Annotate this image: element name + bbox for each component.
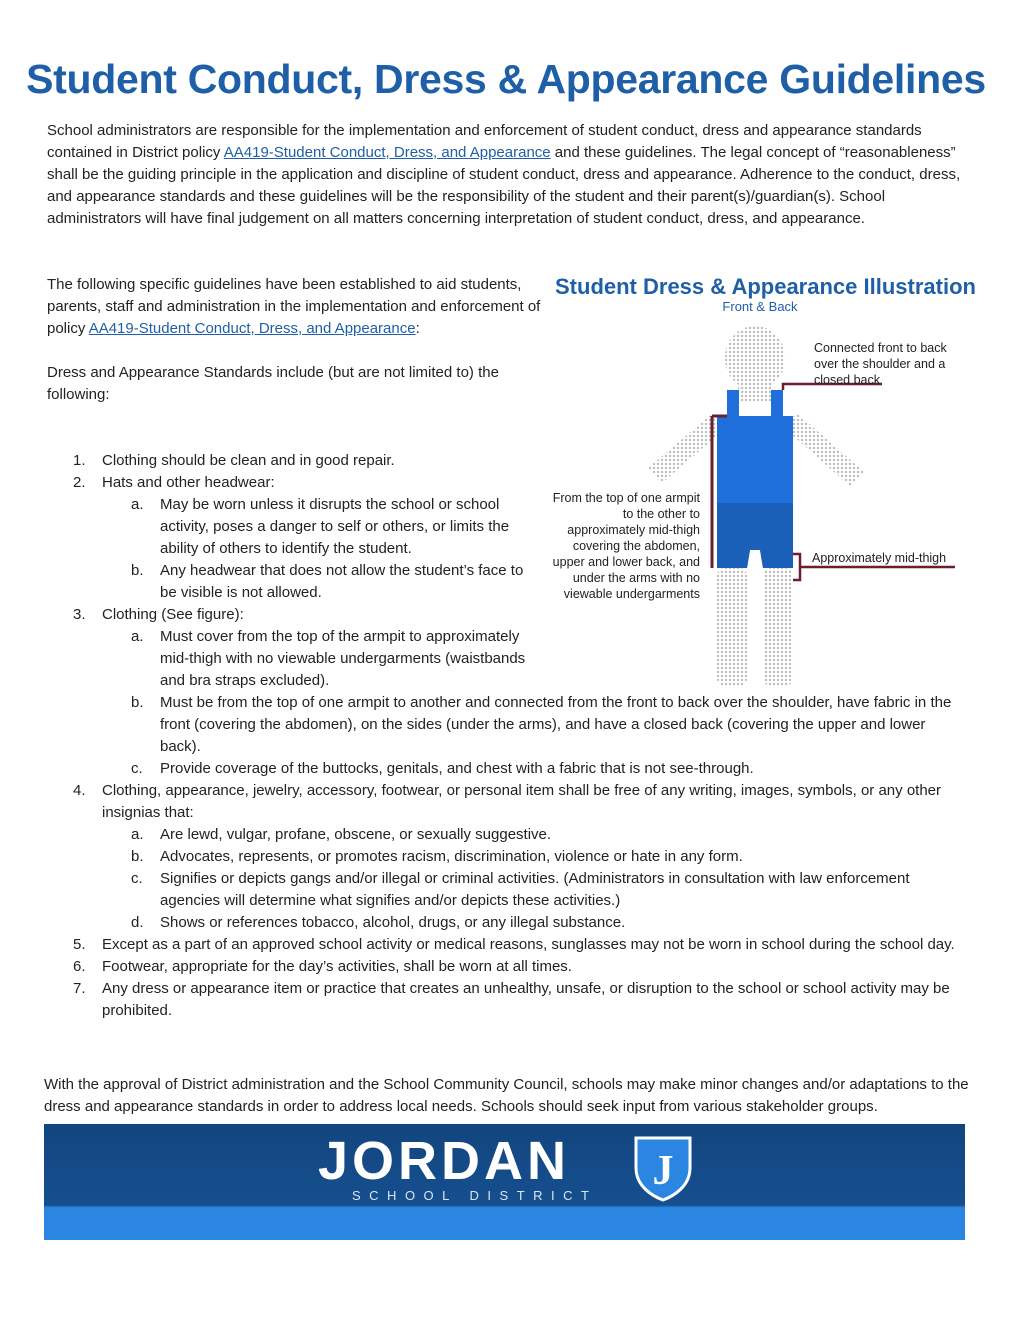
page-title: Student Conduct, Dress & Appearance Guidelines <box>26 56 986 102</box>
intro-text-start: School administrators are responsible for the implementation and enforcement of student conduct, dress and appearance standards contained in District policy <box>47 122 922 161</box>
policy-link-intro[interactable]: AA419-Student Conduct, Dress, and Appearance <box>223 144 551 161</box>
sub-list-text: Advocates, represents, or promotes racism, discrimination, violence or hate in any form. <box>160 848 743 865</box>
list-number: 7. <box>73 980 86 997</box>
figure-head <box>725 326 785 390</box>
thigh-note: Approximately mid-thigh <box>812 551 947 565</box>
list-number: 5. <box>73 936 86 953</box>
list-text: Footwear, appropriate for the day’s activities, shall be worn at all times. <box>102 958 572 975</box>
thigh-bracket <box>793 554 800 580</box>
list-number: 4. <box>73 782 86 799</box>
figure-neck <box>738 386 772 402</box>
sub-list-text: May be worn unless it disrupts the school or school activity, poses a danger to self or others, or limits the ability of others to identify the student. <box>160 496 510 557</box>
figure-subtitle: Front & Back <box>722 299 798 314</box>
figure-left-leg <box>717 568 747 686</box>
sub-list-item <box>47 560 525 604</box>
standards-intro: Dress and Appearance Standards include (but are not limited to) the following: <box>47 364 499 403</box>
intro-text-end: and these guidelines. The legal concept of “reasonableness” shall be the guiding principle in the application and discipline of student conduct, dress and appearance. Adherence to the conduct, dress, and appearance standards and these guidelines will be the responsibility of the student and their parent(s)/guardian(s). School administrators will have final judgement on all matters concerning interpretation of student conduct, dress, and appearance. <box>47 144 961 227</box>
sub-list-text: Must be from the top of one armpit to another and connected from the front to back over the shoulder, have fabric in the front (covering the abdomen), on the sides (under the arms), and have a closed back (covering the upper and lower back). <box>160 694 952 755</box>
list-text: Clothing (See figure): <box>102 606 244 623</box>
sub-list-item <box>47 846 970 868</box>
list-text: Hats and other headwear: <box>102 474 275 491</box>
sub-list-text: Shows or references tobacco, alcohol, drugs, or any illegal substance. <box>160 914 626 931</box>
closing-paragraph: With the approval of District administration and the School Community Council, schools may make minor changes and/or adaptations to the dress and appearance standards in order to address local needs. Schools should seek input from various stakeholder groups. <box>44 1076 969 1115</box>
list-text: Except as a part of an approved school activity or medical reasons, sunglasses may not be worn in school during the school day. <box>102 936 955 953</box>
guidelines-text: The following specific guidelines have been established to aid students, parents, staff and administration in the implementation and enforcement of policy <box>47 276 541 337</box>
list-text: Clothing, appearance, jewelry, accessory, footwear, or personal item shall be free of any writing, images, symbols, or any other insignias that: <box>102 782 942 821</box>
guidelines-intro <box>47 274 547 428</box>
garment-right-strap <box>771 390 783 416</box>
shield-letter: J <box>652 1148 674 1194</box>
list-text: Clothing should be clean and in good repair. <box>102 452 395 469</box>
list-number: 6. <box>73 958 86 975</box>
list-item <box>47 978 982 1022</box>
armpit-note: From the top of one armpit to the other to approximately mid-thigh covering the abdomen, upper and lower back, and under the arms with no viewable undergarments <box>552 491 700 601</box>
list-item <box>47 472 582 494</box>
intro-paragraph <box>47 120 977 230</box>
sub-list-letter: d. <box>131 914 144 931</box>
sub-list-letter: b. <box>131 848 144 865</box>
figure-right-leg <box>763 568 793 686</box>
list-item <box>47 780 952 824</box>
sub-list-item <box>47 868 970 912</box>
sub-list-text: Provide coverage of the buttocks, genitals, and chest with a fabric that is not see-through. <box>160 760 754 777</box>
list-item <box>47 604 582 626</box>
sub-list-letter: c. <box>131 760 143 777</box>
sub-list-item <box>47 494 525 560</box>
list-number: 1. <box>73 452 86 469</box>
list-item <box>47 956 972 978</box>
garment-left-strap <box>727 390 739 416</box>
sub-list-letter: a. <box>131 826 144 843</box>
shoulder-note: Connected front to back over the shoulder and a closed back <box>814 341 947 387</box>
sub-list-item <box>47 824 970 846</box>
sub-list-letter: c. <box>131 870 143 887</box>
policy-link-guidelines[interactable]: AA419-Student Conduct, Dress, and Appearance <box>88 320 416 337</box>
list-number: 2. <box>73 474 86 491</box>
guidelines-colon: : <box>415 320 420 337</box>
list-number: 3. <box>73 606 86 623</box>
sub-list-item <box>47 692 960 758</box>
sub-list-letter: a. <box>131 628 144 645</box>
sub-list-item <box>47 758 960 780</box>
figure-title: Student Dress & Appearance Illustration <box>555 274 976 299</box>
figure-right-arm <box>784 413 864 486</box>
shield-icon <box>630 1134 696 1202</box>
district-logo-subtitle: SCHOOL DISTRICT <box>352 1188 598 1203</box>
guidelines-paragraph <box>47 274 547 340</box>
garment-shorts <box>717 503 793 568</box>
sub-list-text: Must cover from the top of the armpit to approximately mid-thigh with no viewable undergarments (waistbands and bra straps excluded). <box>160 628 526 689</box>
sub-list-item <box>47 912 970 934</box>
sub-list-text: Any headwear that does not allow the student’s face to be visible is not allowed. <box>160 562 524 601</box>
sub-list-item <box>47 626 532 692</box>
sub-list-letter: b. <box>131 694 144 711</box>
district-logo-wordmark: JORDAN <box>318 1131 571 1191</box>
figure-left-arm <box>648 413 726 483</box>
list-item <box>47 450 582 472</box>
list-item <box>47 934 972 956</box>
sub-list-text: Are lewd, vulgar, profane, obscene, or sexually suggestive. <box>160 826 552 843</box>
sub-list-letter: a. <box>131 496 144 513</box>
list-text: Any dress or appearance item or practice that creates an unhealthy, unsafe, or disruption to the school or school activity may be prohibited. <box>102 980 950 1019</box>
sub-list-text: Signifies or depicts gangs and/or illegal or criminal activities. (Administrators in consultation with law enforcement agencies will determine what signifies and/or depicts these activities.) <box>160 870 910 909</box>
sub-list-letter: b. <box>131 562 144 579</box>
